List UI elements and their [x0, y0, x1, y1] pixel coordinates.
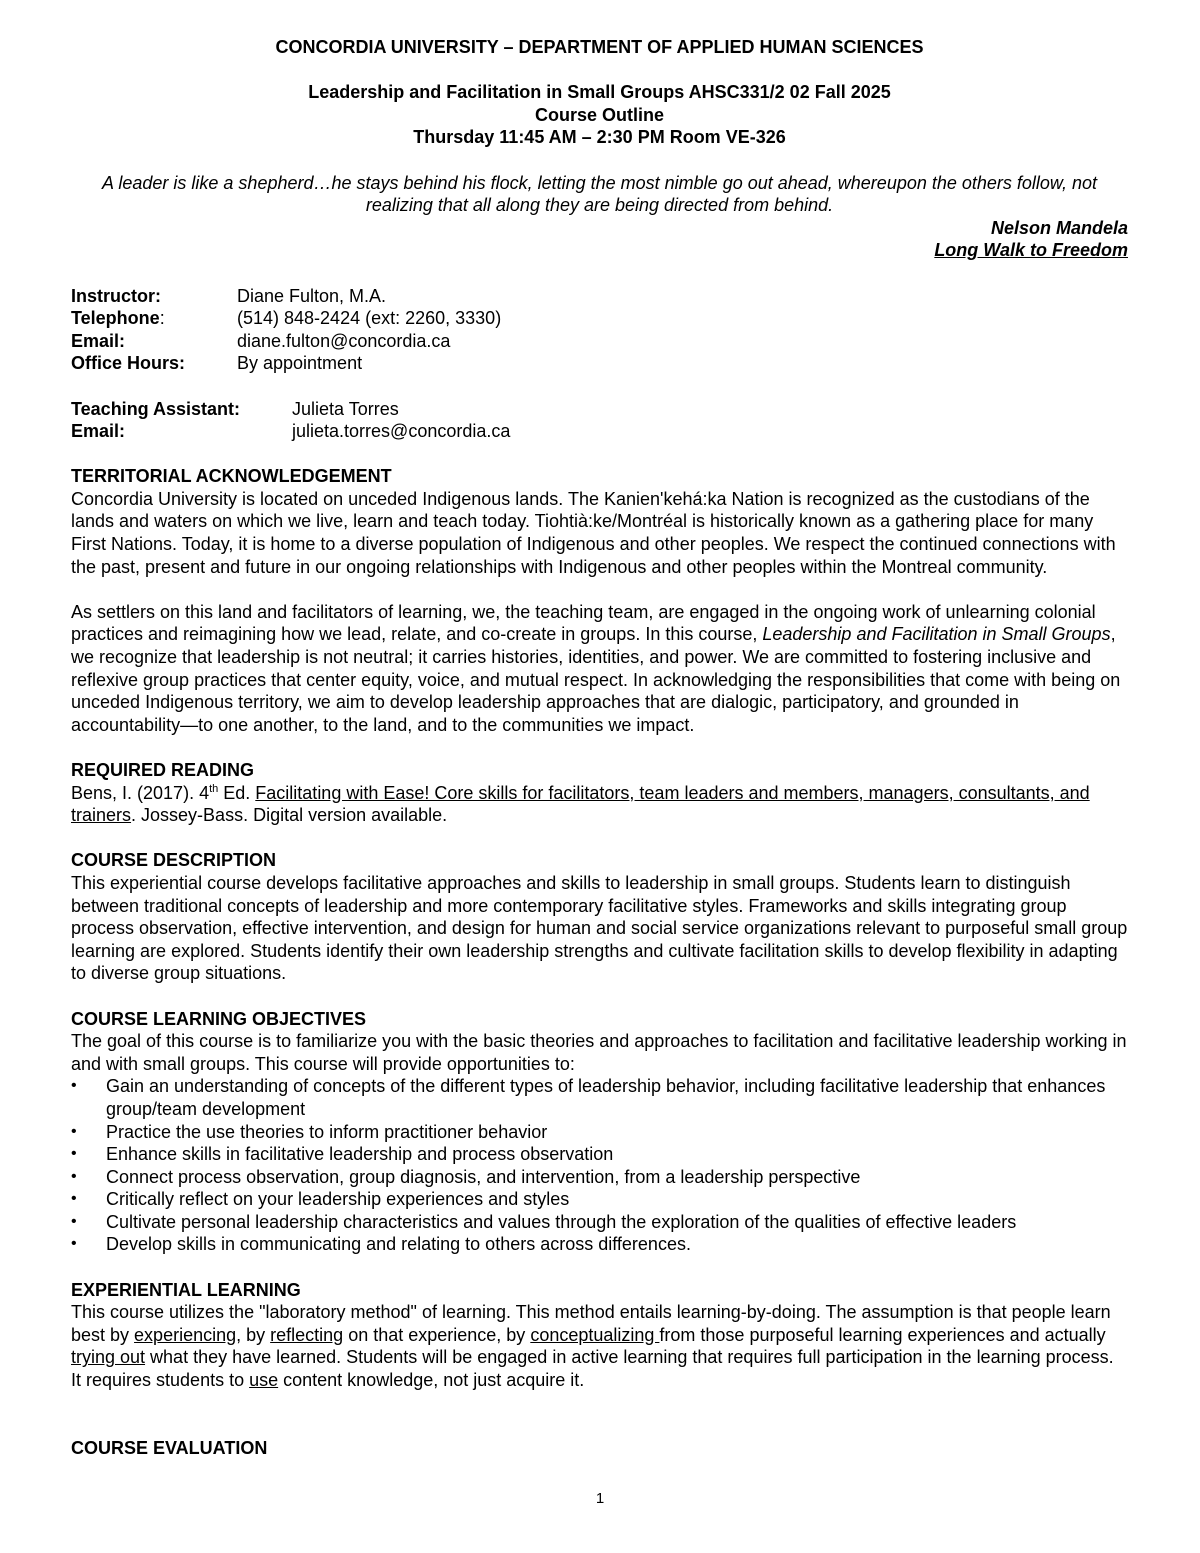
- epigraph-quote: A leader is like a shepherd…he stays behind his flock, letting the most nimble go out ahead, whereupon the others follow, not realizing that all along they are being directed from behind.: [102, 172, 1097, 216]
- objectives-list: [71, 1075, 1128, 1256]
- bullet-icon: •: [71, 1122, 77, 1140]
- experiential-text: This course utilizes the "laboratory method" of learning. This method entails learning-by-doing. The assumption is that people learn best by experiencing, by reflecting on that experience, by conceptualizing from those purposeful learning experiences and actually trying out what they have learned. Students will be engaged in active learning that requires full participation in the learning process. It requires students to use content knowledge, not just acquire it.: [71, 1302, 1114, 1391]
- territorial-heading: TERRITORIAL ACKNOWLEDGEMENT: [71, 466, 392, 487]
- telephone-value: (514) 848-2424 (ext: 2260, 3330): [237, 308, 502, 329]
- office-hours-label: Office Hours:: [71, 353, 186, 374]
- objectives-heading: COURSE LEARNING OBJECTIVES: [71, 1008, 367, 1029]
- description-heading: COURSE DESCRIPTION: [71, 850, 277, 871]
- reading-title: Facilitating with Ease! Core skills for facilitators, team leaders and members, managers, consultants, and trainers: [71, 782, 1090, 826]
- telephone-row: [71, 307, 1128, 330]
- telephone-label: Telephone:: [71, 308, 165, 329]
- document-body: [71, 36, 1128, 1459]
- office-hours-value: By appointment: [237, 353, 363, 374]
- list-item: • Enhance skills in facilitative leadership and process observation: [71, 1144, 614, 1165]
- bullet-icon: •: [71, 1145, 77, 1163]
- reading-heading: REQUIRED READING: [71, 760, 255, 780]
- ta-email-label: Email:: [71, 421, 126, 442]
- ta-email-row: [71, 420, 1128, 443]
- ta-label: Teaching Assistant:: [71, 398, 241, 419]
- description-text: This experiential course develops facilitative approaches and skills to leadership in small groups. Students learn to distinguish between traditional concepts of leadership and more contemporary facilitative styles. Frameworks and skills integrating group process observation, effective intervention, and design for human and social service organizations relevant to purposeful small group learning are explored. Students identify their own leadership strengths and cultivate facilitation skills to develop flexibility in adapting to diverse group situations.: [71, 872, 1128, 984]
- reading-citation: Bens, I. (2017). 4th Ed. Facilitating with Ease! Core skills for facilitators, team leaders and members, managers, consultants, and trainers. Jossey-Bass. Digital version available.: [71, 782, 1090, 826]
- bullet-icon: •: [71, 1077, 77, 1095]
- bullet-icon: •: [71, 1167, 77, 1185]
- university-heading: CONCORDIA UNIVERSITY – DEPARTMENT OF APPLIED HUMAN SCIENCES: [275, 37, 924, 57]
- objectives-intro: The goal of this course is to familiarize you with the basic theories and approaches to facilitation and facilitative leadership working in and with small groups. This course will provide opportunities to:: [71, 1031, 1127, 1074]
- ta-value: Julieta Torres: [292, 398, 399, 419]
- quote-author: Nelson Mandela: [990, 217, 1128, 238]
- ta-email-value[interactable]: julieta.torres@concordia.ca: [292, 421, 511, 442]
- ta-row: [71, 398, 1128, 421]
- evaluation-heading: COURSE EVALUATION: [71, 1437, 268, 1458]
- course-title: Leadership and Facilitation in Small Groups AHSC331/2 02 Fall 2025: [308, 82, 891, 103]
- experiential-heading: EXPERIENTIAL LEARNING: [71, 1279, 301, 1300]
- page-number: 1: [595, 1490, 605, 1507]
- email-row: [71, 330, 1128, 353]
- instructor-row: [71, 285, 1128, 308]
- quote-source: Long Walk to Freedom: [934, 240, 1128, 261]
- list-item: • Develop skills in communicating and relating to others across differences.: [71, 1234, 691, 1255]
- list-item: • Gain an understanding of concepts of the different types of leadership behavior, including facilitative leadership that enhances group/team development: [71, 1076, 1106, 1119]
- email-label: Email:: [71, 330, 126, 351]
- list-item: • Critically reflect on your leadership experiences and styles: [71, 1189, 570, 1210]
- email-value[interactable]: diane.fulton@concordia.ca: [237, 330, 451, 351]
- territorial-paragraph-2: As settlers on this land and facilitators of learning, we, the teaching team, are engaged in the ongoing work of unlearning colonial practices and reimagining how we lead, relate, and co-create in groups. In this course, Leadership and Facilitation in Small Groups, we recognize that leadership is not neutral; it carries histories, identities, and power. We are committed to fostering inclusive and reflexive group practices that center equity, voice, and mutual respect. In acknowledging the responsibilities that come with being on unceded Indigenous territory, we aim to develop leadership approaches that are dialogic, participatory, and grounded in accountability—to one another, to the land, and to the communities we impact.: [71, 601, 1121, 735]
- list-item: • Cultivate personal leadership characteristics and values through the exploration of the qualities of effective leaders: [71, 1211, 1017, 1232]
- territorial-paragraph-1: Concordia University is located on unceded Indigenous lands. The Kanien'kehá:ka Nation is recognized as the custodians of the lands and waters on which we live, learn and teach today. Tiohtià:ke/Montréal is historically known as a gathering place for many First Nations. Today, it is home to a diverse population of Indigenous and other peoples. We respect the continued connections with the past, present and future in our ongoing relationships with Indigenous and other peoples within the Montreal community.: [71, 488, 1116, 577]
- list-item: • Practice the use theories to inform practitioner behavior: [71, 1121, 548, 1142]
- bullet-icon: •: [71, 1235, 77, 1253]
- list-item: • Connect process observation, group diagnosis, and intervention, from a leadership perspective: [71, 1166, 861, 1187]
- bullet-icon: •: [71, 1190, 77, 1208]
- course-schedule: Thursday 11:45 AM – 2:30 PM Room VE-326: [413, 127, 786, 148]
- course-outline-label: Course Outline: [534, 104, 664, 125]
- instructor-label: Instructor:: [71, 285, 161, 306]
- bullet-icon: •: [71, 1212, 77, 1230]
- instructor-value: Diane Fulton, M.A.: [237, 285, 387, 306]
- office-hours-row: [71, 352, 1128, 375]
